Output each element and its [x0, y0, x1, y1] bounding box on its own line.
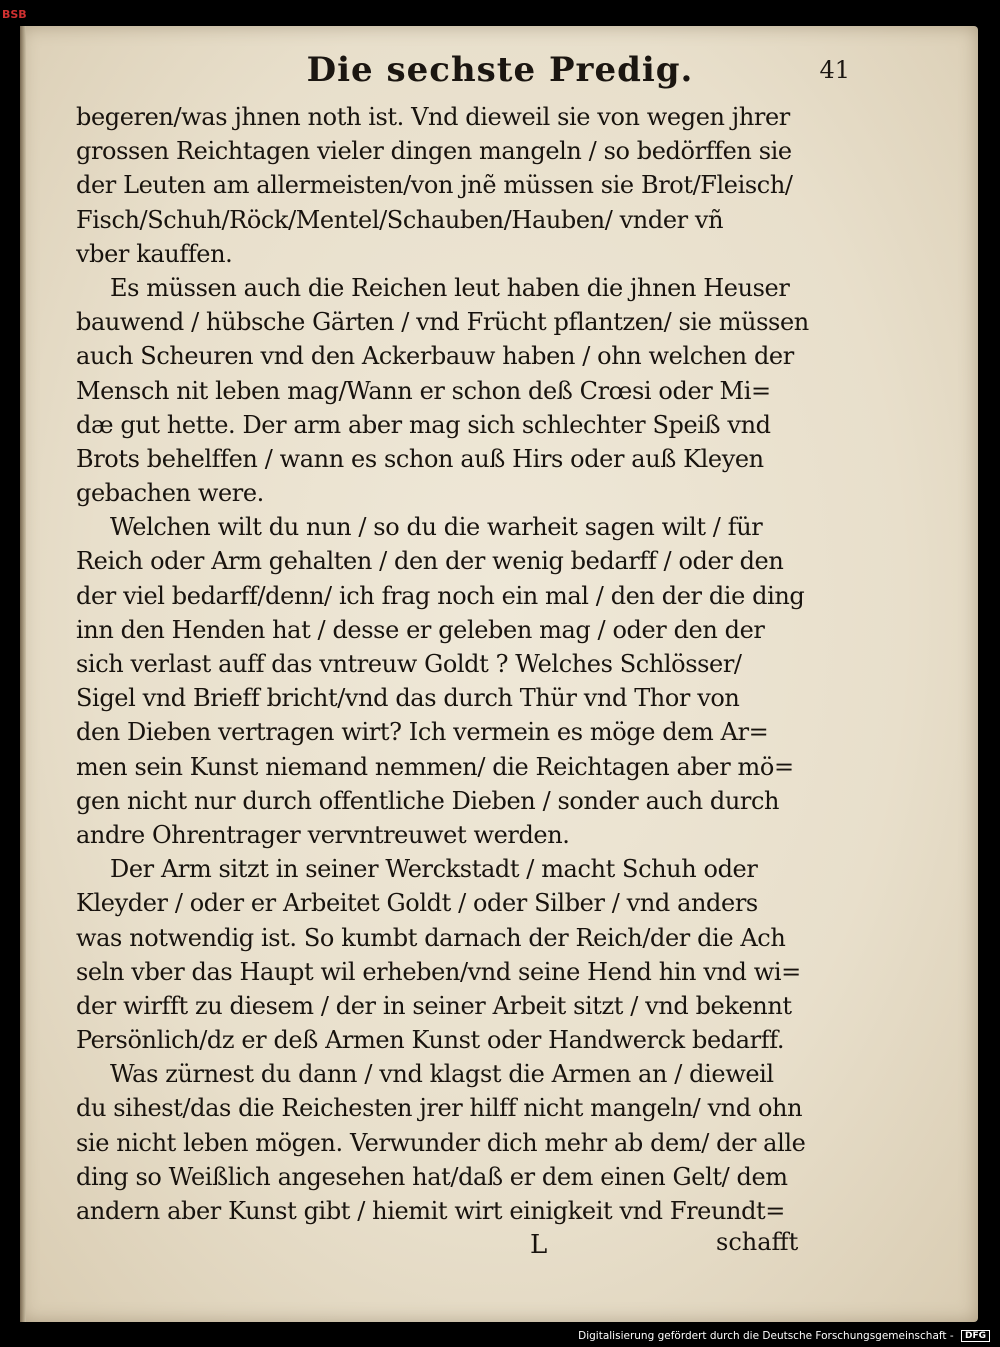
text-line: gen nicht nur durch offentliche Dieben / sonder auch durch	[76, 786, 780, 815]
text-line: dæ gut hette. Der arm aber mag sich schlechter Speiß vnd	[76, 410, 771, 439]
text-line: inn den Henden hat / desse er geleben mag / oder den der	[76, 615, 765, 644]
text-line: Persönlich/dz er deß Armen Kunst oder Handwerck bedarff.	[76, 1026, 785, 1055]
digitization-credit	[578, 1330, 990, 1342]
text-line: Welchen wilt du nun / so du die warheit sagen wilt / für	[110, 513, 763, 542]
body-text	[76, 100, 816, 1228]
text-line: Mensch nit leben mag/Wann er schon deß Crœsi oder Mi=	[76, 376, 771, 405]
text-line: sich verlast auff das vntreuw Goldt ? Welches Schlösser/	[76, 650, 742, 678]
text-line: begeren/was jhnen noth ist. Vnd dieweil sie von wegen jhrer	[76, 103, 790, 131]
text-line: Was zürnest du dann / vnd klagst die Armen an / dieweil	[110, 1060, 774, 1089]
text-line: der viel bedarff/denn/ ich frag noch ein mal / den der die ding	[76, 581, 805, 610]
text-line: Sigel vnd Brieff bricht/vnd das durch Thür vnd Thor von	[76, 684, 740, 713]
dfg-logo: DFG	[961, 1330, 990, 1342]
text-line: grossen Reichtagen vieler dingen mangeln / so bedörffen sie	[76, 137, 792, 166]
library-mark: BSB	[2, 8, 27, 21]
text-line: du sihest/das die Reichesten jrer hilff nicht mangeln/ vnd ohn	[76, 1094, 803, 1123]
text-line: andre Ohrentrager vervntreuwet werden.	[76, 820, 570, 849]
text-line: men sein Kunst niemand nemmen/ die Reichtagen aber mö=	[76, 752, 794, 781]
signature-mark: L	[530, 1230, 548, 1260]
page-number: 41	[819, 56, 850, 84]
text-line: Brots behelffen / wann es schon auß Hirs oder auß Kleyen	[76, 444, 764, 473]
text-line: vber kauffen.	[76, 239, 233, 268]
page-gutter-shadow	[20, 26, 26, 1322]
text-line: der wirfft zu diesem / der in seiner Arbeit sitzt / vnd bekennt	[76, 991, 792, 1020]
text-line: Fisch/Schuh/Röck/Mentel/Schauben/Hauben/ vnder vñ	[76, 205, 724, 234]
text-line: Der Arm sitzt in seiner Werckstadt / macht Schuh oder	[110, 855, 758, 884]
text-line: andern aber Kunst gibt / hiemit wirt einigkeit vnd Freundt=	[76, 1197, 786, 1225]
running-head: Die sechste Predig.	[306, 50, 694, 90]
text-line: der Leuten am allermeisten/von jnẽ müssen sie Brot/Fleisch/	[76, 171, 793, 200]
text-line: den Dieben vertragen wirt? Ich vermein es möge dem Ar=	[76, 718, 769, 747]
text-line: gebachen were.	[76, 479, 264, 508]
text-line: auch Scheuren vnd den Ackerbauw haben / ohn welchen der	[76, 342, 794, 371]
credit-text: Digitalisierung gefördert durch die Deutsche Forschungsgemeinschaft -	[578, 1330, 954, 1342]
text-line: sie nicht leben mögen. Verwunder dich mehr ab dem/ der alle	[76, 1128, 806, 1157]
text-line: Reich oder Arm gehalten / den der wenig bedarff / oder den	[76, 547, 784, 576]
text-line: Es müssen auch die Reichen leut haben die jhnen Heuser	[110, 273, 790, 302]
text-line: Kleyder / oder er Arbeitet Goldt / oder Silber / vnd anders	[76, 889, 758, 918]
text-line: ding so Weißlich angesehen hat/daß er dem einen Gelt/ dem	[76, 1162, 788, 1191]
catchword: schafft	[716, 1228, 799, 1256]
text-line: bauwend / hübsche Gärten / vnd Frücht pflantzen/ sie müssen	[76, 308, 809, 337]
text-line: was notwendig ist. So kumbt darnach der Reich/der die Ach	[76, 923, 786, 952]
text-line: seln vber das Haupt wil erheben/vnd seine Hend hin vnd wi=	[76, 957, 801, 986]
